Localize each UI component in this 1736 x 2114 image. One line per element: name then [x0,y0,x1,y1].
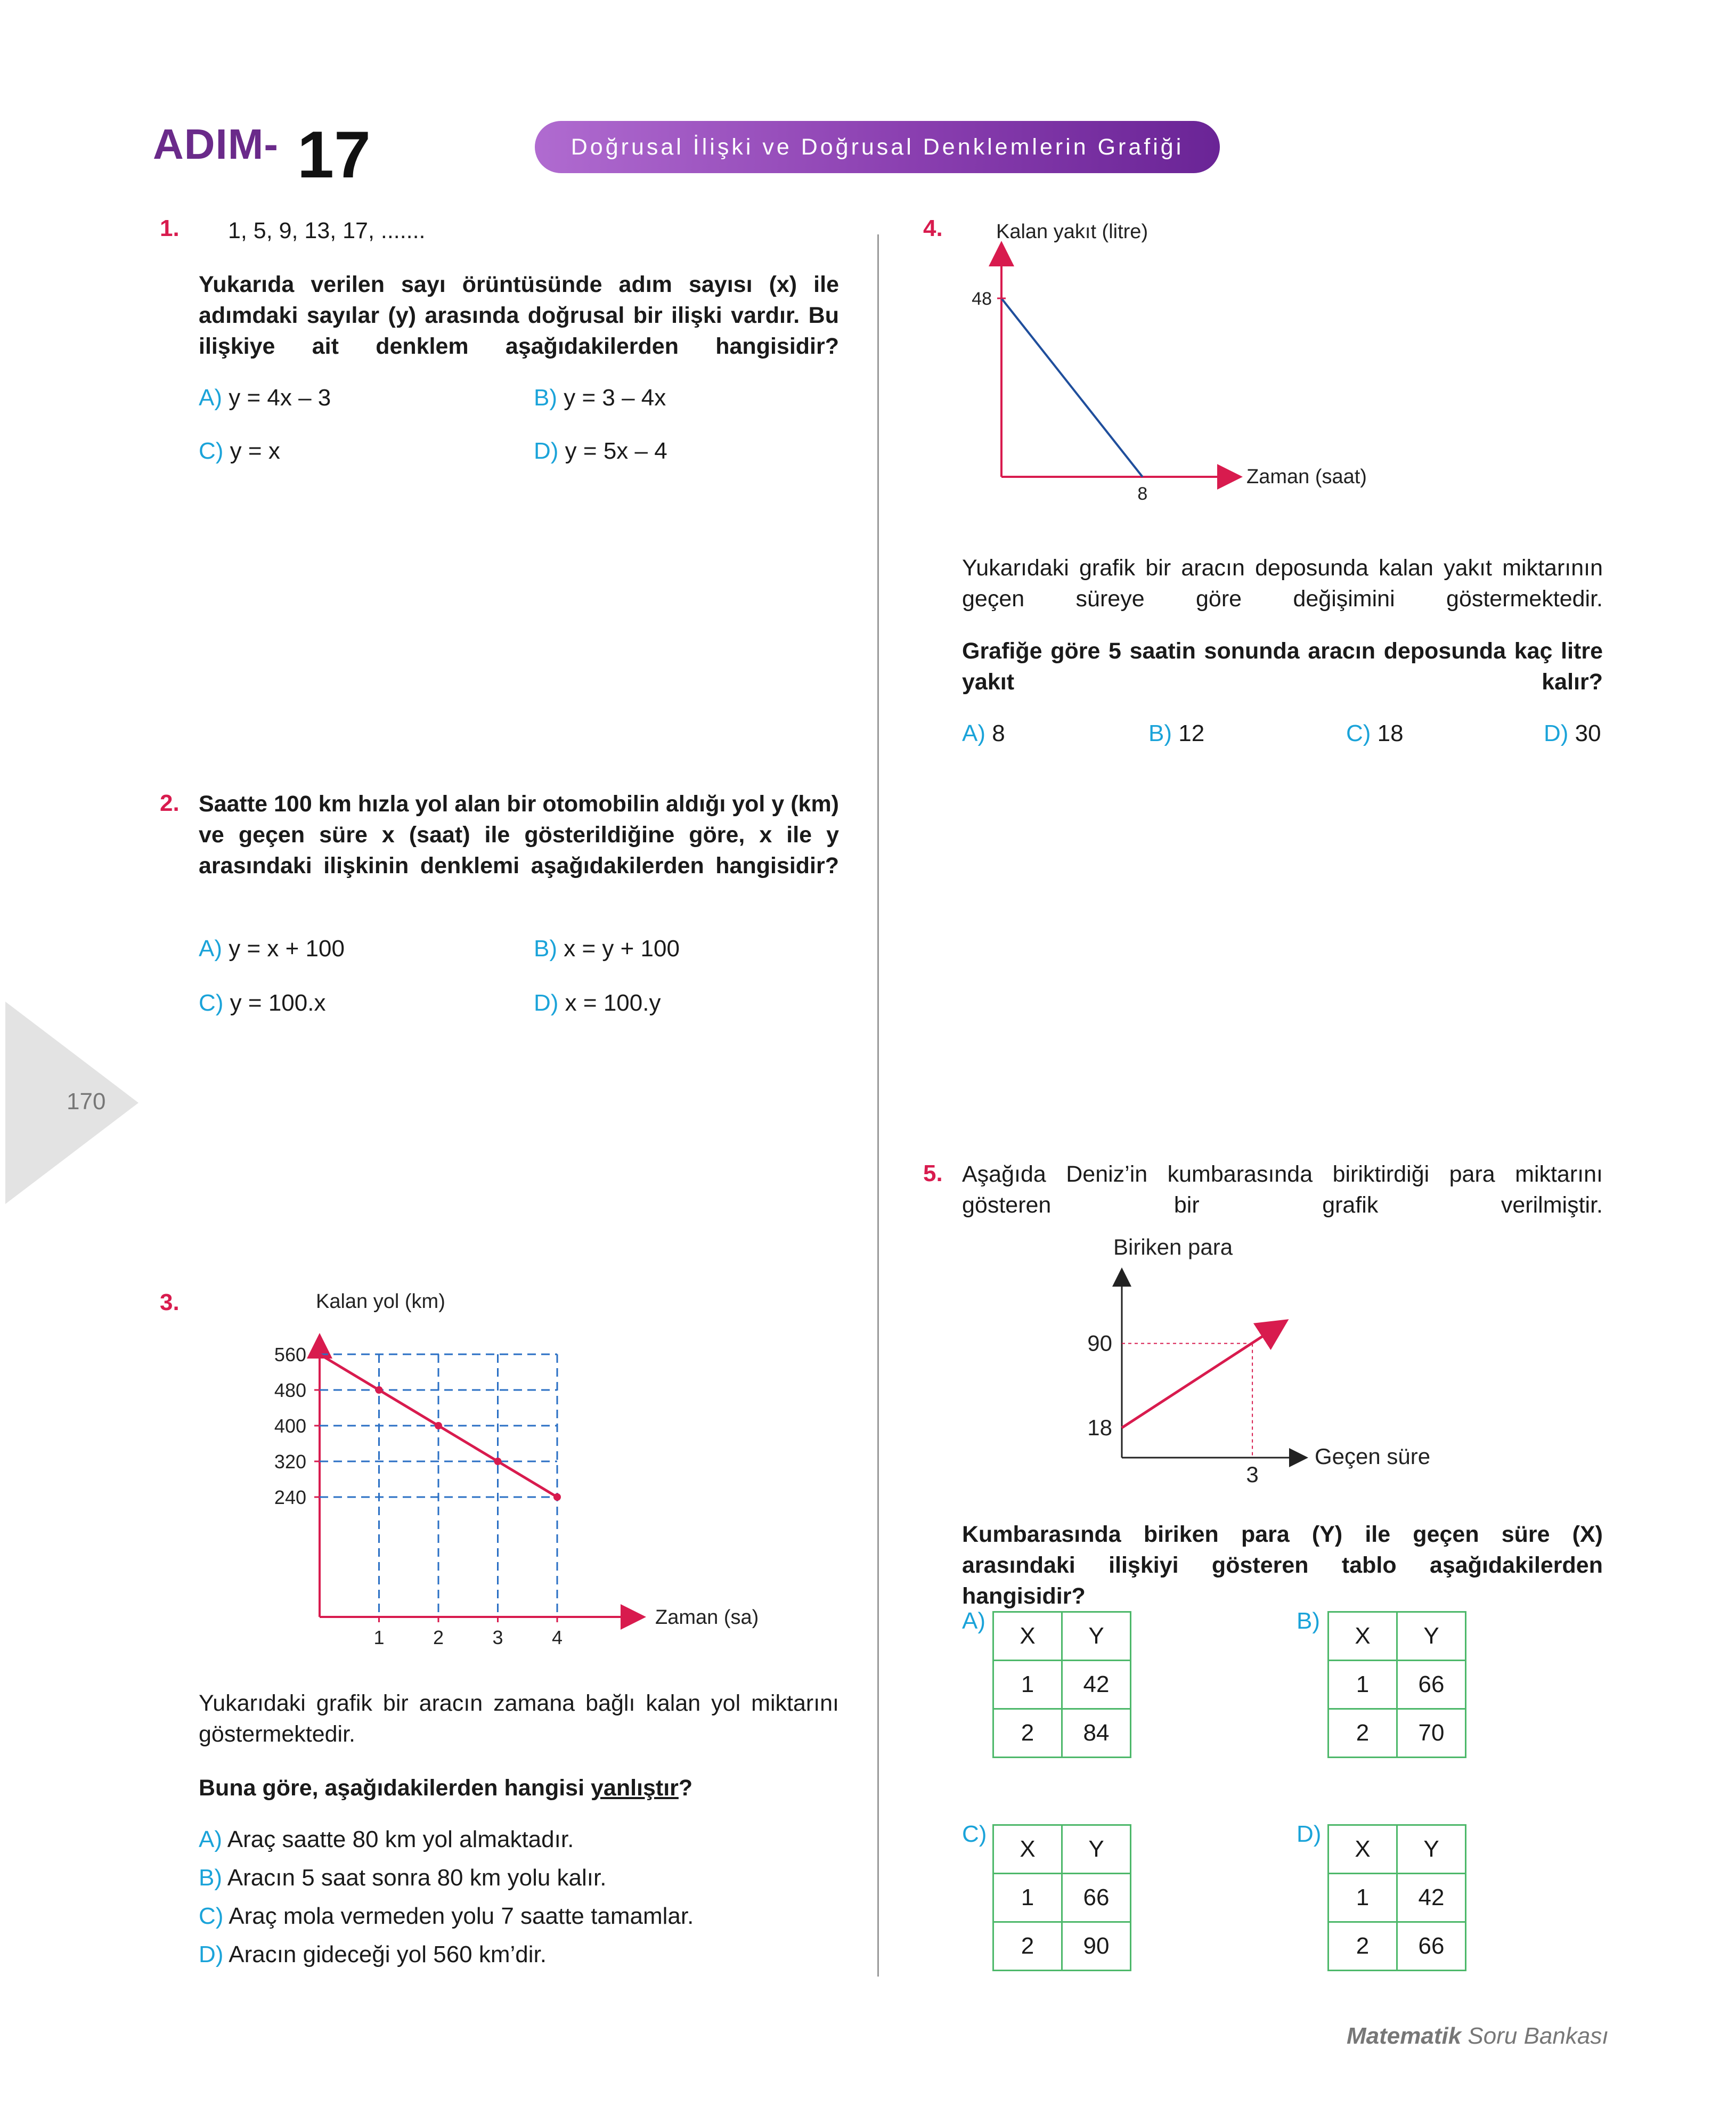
q4-option-b[interactable]: B) 12 [1148,720,1205,746]
table-header-cell: Y [1397,1825,1466,1874]
q2-number: 2. [160,790,180,816]
q3-xtick-label: 3 [492,1627,503,1648]
step-label: ADIM- [153,120,279,168]
q5-ylabel: Biriken para [1113,1234,1233,1259]
q1-option-c[interactable]: C) y = x [199,438,280,464]
table-cell: 2 [1329,1709,1397,1758]
q2-option-a[interactable]: A) y = x + 100 [199,936,345,962]
q2-text: Saatte 100 km hızla yol alan bir otomobilin aldığı yol y (km) ve geçen süre x (saat) ile gösterildiğine göre, x ile y arasındaki ilişkinin denklemi aşağıdakilerden hangisidir? [199,791,839,879]
q4-ytick-label: 48 [972,288,992,309]
q2-option-b[interactable]: B) x = y + 100 [534,936,680,962]
q4-xlabel: Zaman (saat) [1246,466,1367,488]
table-header-cell: X [1329,1612,1397,1661]
table-cell: 70 [1397,1709,1466,1758]
q5-option-a-label[interactable]: A) [962,1608,985,1634]
q1-text: Yukarıda verilen sayı örüntüsünde adım sayısı (x) ile adımdaki sayılar (y) arasında doğrusal bir ilişki vardır. Bu ilişkiye ait denklem aşağıdakilerden hangisidir? [199,272,839,359]
topic-banner [535,121,1220,173]
table-header-cell: X [993,1825,1062,1874]
table-row [993,1922,1131,1971]
table-cell: 66 [1397,1922,1466,1971]
table-cell: 1 [1329,1661,1397,1709]
table-row [993,1661,1131,1709]
q5-option-b-label[interactable]: B) [1297,1608,1320,1634]
q3-point [435,1422,442,1429]
table-cell: 66 [1062,1874,1131,1922]
table-row [1329,1709,1466,1758]
q5-option-d-label[interactable]: D) [1297,1821,1322,1847]
table-cell: 1 [1329,1874,1397,1922]
q3-ytick-label: 320 [274,1451,306,1473]
q5-xtick-label: 3 [1246,1462,1259,1487]
q3-chart [234,1279,820,1662]
table-cell: 42 [1062,1661,1131,1709]
q3-option-a[interactable]: A) Araç saatte 80 km yol almaktadır. [199,1826,574,1852]
q2-option-c[interactable]: C) y = 100.x [199,990,326,1016]
table-cell: 2 [993,1922,1062,1971]
q4-text1: Yukarıdaki grafik bir aracın deposunda kalan yakıt miktarının geçen süreye göre değişimini göstermektedir. [962,555,1603,612]
table-cell: 2 [993,1709,1062,1758]
q1-sequence: 1, 5, 9, 13, 17, ....... [228,218,426,243]
q4-option-d[interactable]: D) 30 [1544,720,1601,746]
q4-text2: Grafiğe göre 5 saatin sonunda aracın deposunda kaç litre yakıt kalır? [962,638,1603,695]
q5-option-b-table[interactable] [1327,1611,1466,1758]
q3-number: 3. [160,1289,180,1315]
q5-text1: Aşağıda Deniz’in kumbarasında biriktirdiği para miktarını gösteren bir grafik verilmiştir. [962,1161,1603,1218]
step-number: 17 [297,118,371,192]
q3-option-d[interactable]: D) Aracın gideceği yol 560 km’dir. [199,1941,547,1967]
q4-option-c[interactable]: C) 18 [1346,720,1404,746]
q1-number: 1. [160,215,180,241]
q5-series-line [1122,1322,1284,1428]
book-title: Matematik Soru Bankası [1347,2023,1609,2049]
q3-option-b[interactable]: B) Aracın 5 saat sonra 80 km yolu kalır. [199,1865,607,1891]
table-cell: 42 [1397,1874,1466,1922]
page-number: 170 [67,1088,106,1115]
q5-option-c-label[interactable]: C) [962,1821,987,1847]
column-divider [877,234,879,1977]
q3-text2: Buna göre, aşağıdakilerden hangisi yanlıştır? [199,1775,693,1801]
q3-ytick-label: 480 [274,1379,306,1401]
q1-option-d[interactable]: D) y = 5x – 4 [534,438,667,464]
q5-number: 5. [923,1160,943,1186]
table-cell: 66 [1397,1661,1466,1709]
q3-xlabel: Zaman (sa) [655,1606,759,1629]
q4-number: 4. [923,215,943,241]
table-row [1329,1825,1466,1874]
q3-ytick-label: 560 [274,1344,306,1365]
table-cell: 84 [1062,1709,1131,1758]
q4-ylabel: Kalan yakıt (litre) [996,221,1148,243]
table-row [993,1612,1131,1661]
q4-series-line [1001,298,1143,477]
q3-option-c[interactable]: C) Araç mola vermeden yolu 7 saatte tamamlar. [199,1903,694,1929]
table-row [993,1709,1131,1758]
q1-option-a[interactable]: A) y = 4x – 3 [199,385,331,411]
q5-ytick-label: 90 [1087,1330,1112,1356]
q1-option-b[interactable]: B) y = 3 – 4x [534,385,666,411]
q3-ytick-label: 400 [274,1415,306,1437]
table-row [1329,1874,1466,1922]
q3-ylabel: Kalan yol (km) [316,1290,445,1313]
q5-option-c-table[interactable] [992,1824,1131,1971]
table-header-cell: Y [1062,1825,1131,1874]
table-header-cell: Y [1397,1612,1466,1661]
q3-point [494,1458,502,1465]
q5-ytick-label: 18 [1087,1415,1112,1440]
topic-title: Doğrusal İlişki ve Doğrusal Denklemlerin Grafiği [570,134,1184,160]
table-row [1329,1661,1466,1709]
q5-chart [1071,1225,1507,1492]
q4-option-a[interactable]: A) 8 [962,720,1005,746]
q3-xtick-label: 2 [433,1627,444,1648]
q3-point [376,1386,383,1394]
q5-xlabel: Geçen süre [1315,1444,1431,1469]
table-header-cell: Y [1062,1612,1131,1661]
q5-text2: Kumbarasında biriken para (Y) ile geçen süre (X) arasındaki ilişkiyi gösteren tablo aşağıdakilerden hangisidir? [962,1522,1603,1609]
table-header-cell: X [1329,1825,1397,1874]
table-cell: 1 [993,1874,1062,1922]
table-cell: 1 [993,1661,1062,1709]
table-row [993,1874,1131,1922]
q4-chart [953,210,1539,509]
table-cell: 2 [1329,1922,1397,1971]
table-cell: 90 [1062,1922,1131,1971]
q3-text1: Yukarıdaki grafik bir aracın zamana bağlı kalan yol miktarını göstermektedir. [199,1690,839,1747]
q3-ytick-label: 240 [274,1486,306,1508]
table-row [1329,1922,1466,1971]
q4-xtick-label: 8 [1137,484,1148,504]
table-row [993,1825,1131,1874]
q3-xtick-label: 1 [373,1627,385,1648]
table-row [1329,1612,1466,1661]
q3-xtick-label: 4 [551,1627,563,1648]
table-header-cell: X [993,1612,1062,1661]
q5-option-d-table[interactable] [1327,1824,1466,1971]
q5-option-a-table[interactable] [992,1611,1131,1758]
q2-option-d[interactable]: D) x = 100.y [534,990,661,1016]
q3-point [553,1493,561,1501]
